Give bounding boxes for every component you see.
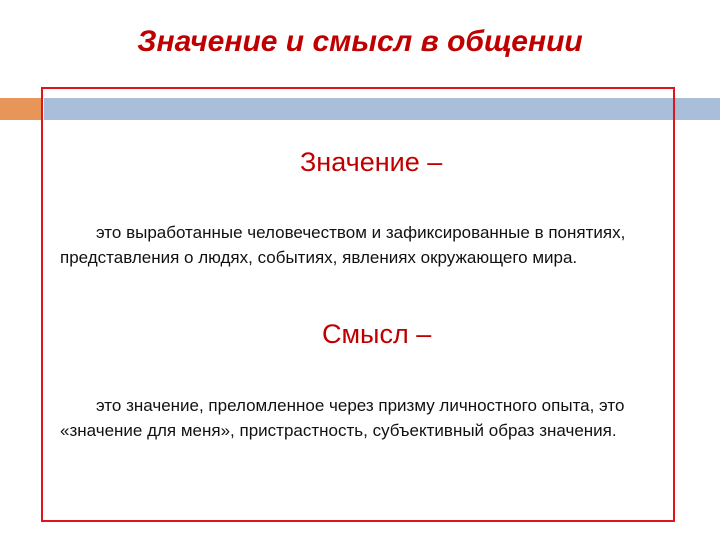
term-heading-meaning: Значение – (300, 147, 443, 177)
definition-meaning: это выработанные человечеством и зафиксированные в понятиях, представления о людях, событиях, явлениях окружающего мира. (60, 223, 626, 267)
slide-title: Значение и смысл в общении (137, 25, 583, 58)
accent-bar-orange (0, 98, 42, 120)
term-heading-sense: Смысл – (322, 319, 432, 349)
definition-sense: это значение, преломленное через призму личностного опыта, это «значение для меня», пристрастность, субъективный образ значения. (60, 396, 625, 440)
